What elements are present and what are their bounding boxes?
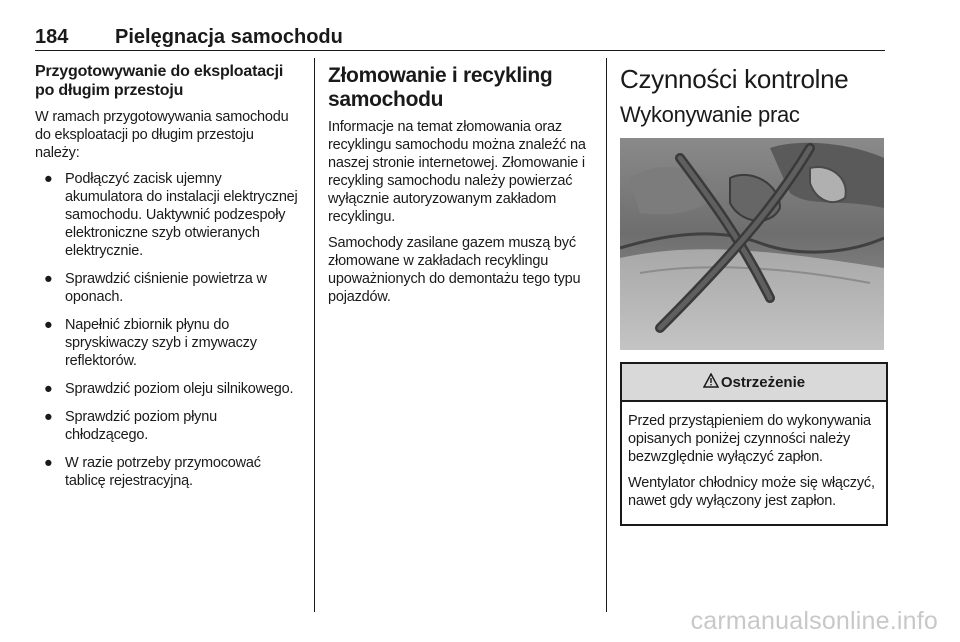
section-heading-checks: Czynności kontrolne [620,64,849,94]
page-number: 184 [35,26,69,48]
section-heading-storage: Przygotowywanie do eksploatacji po długim przestoju [35,63,284,99]
bullet-icon: ● [44,381,53,397]
warning-triangle-icon [703,373,719,392]
warning-box [620,362,888,526]
warning-paragraph-2: Wentylator chłodnicy może się włączyć, nawet gdy wyłączony jest zapłon. [628,475,875,509]
list-item: ● Sprawdzić ciśnienie powietrza w oponach. [44,271,267,305]
list-item: ● Sprawdzić poziom płynu chłodzącego. [44,409,217,443]
bullet-icon: ● [44,317,53,333]
chapter-title: Pielęgnacja samochodu [115,26,343,48]
header-rule [35,50,885,51]
section-heading-recycling: Złomowanie i recykling samochodu [328,64,553,111]
list-item: ● W razie potrzeby przymocować tablicę rejestracyjną. [44,455,261,489]
warning-title: Ostrzeżenie [720,373,806,391]
intro-paragraph: W ramach przygotowywania samochodu do eksploatacji po długim przestoju należy: [35,109,289,161]
column-storage [35,62,301,500]
engine-bay-photo [620,138,884,350]
bullet-icon: ● [44,171,53,187]
subheading-work: Wykonywanie prac [620,102,800,127]
page-header [35,24,885,50]
watermark: carmanualsonline.info [690,607,938,635]
warning-header [622,364,886,402]
column-divider-1 [314,58,315,612]
list-item: ● Sprawdzić poziom oleju silnikowego. [44,381,294,397]
recycling-paragraph-2: Samochody zasilane gazem muszą być złomowane w zakładach recyklingu upoważnionych do demontażu tego typu pojazdów. [328,235,581,305]
recycling-paragraph-1: Informacje na temat złomowania oraz recyklingu samochodu można znaleźć na naszej stronie internetowej. Złomowanie i recykling samochodu należy powierzać wyłącznie autoryzowanym zakładom recyklingu. [328,119,586,225]
column-divider-2 [606,58,607,612]
column-checks [620,62,886,526]
warning-paragraph-1: Przed przystąpieniem do wykonywania opisanych poniżej czynności należy bezwzględnie wyłączyć zapłon. [628,413,871,465]
column-recycling [328,62,594,314]
warning-body [622,402,886,524]
bullet-icon: ● [44,409,53,425]
checklist [35,170,301,490]
list-item: ● Podłączyć zacisk ujemny akumulatora do instalacji elektrycznej samochodu. Uaktywnić podzespoły elektroniczne szyb otwieranych elektrycznie. [44,171,298,259]
bullet-icon: ● [44,271,53,287]
list-item: ● Napełnić zbiornik płynu do spryskiwaczy szyb i zmywaczy reflektorów. [44,317,257,369]
bullet-icon: ● [44,455,53,471]
